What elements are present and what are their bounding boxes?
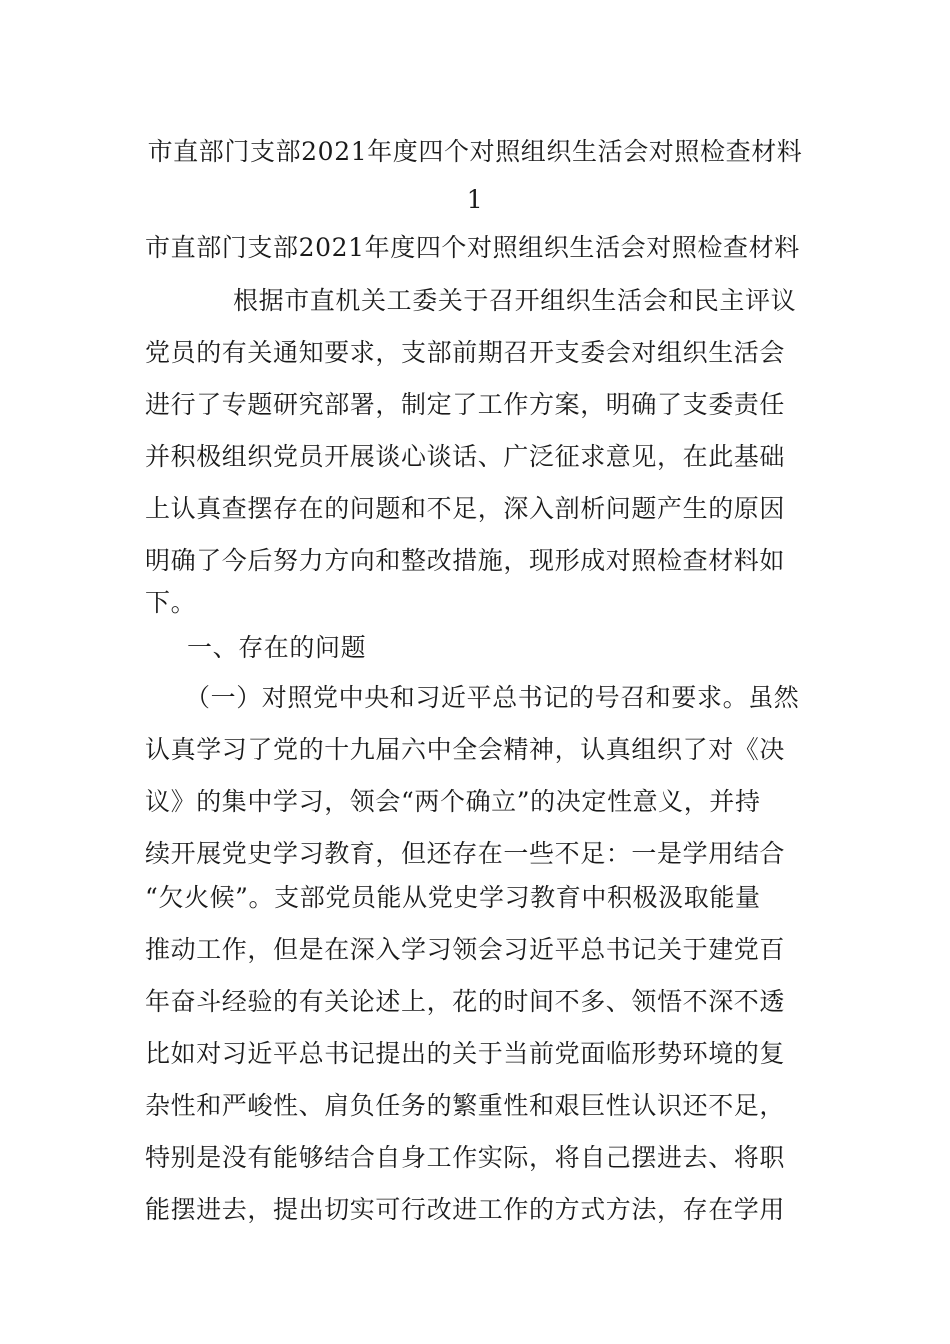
- section-heading: 一、存在的问题: [187, 633, 367, 662]
- paragraph-line: 党员的有关通知要求，支部前期召开支委会对组织生活会: [145, 338, 786, 367]
- paragraph-line: “欠火候”。支部党员能从党史学习教育中积极汲取能量: [145, 883, 761, 912]
- document-title-line-2: 1: [466, 185, 484, 214]
- paragraph-line: 根据市直机关工委关于召开组织生活会和民主评议: [233, 286, 797, 315]
- paragraph-line: 认真学习了党的十九届六中全会精神，认真组织了对《决: [145, 735, 786, 764]
- paragraph-line: 推动工作，但是在深入学习领会习近平总书记关于建党百: [145, 935, 786, 964]
- paragraph-line: 下。: [145, 588, 197, 617]
- paragraph-line: 上认真查摆存在的问题和不足，深入剖析问题产生的原因: [145, 494, 786, 523]
- paragraph-line: 明确了今后努力方向和整改措施，现形成对照检查材料如: [145, 546, 786, 575]
- paragraph-line: 能摆进去，提出切实可行改进工作的方式方法，存在学用: [145, 1195, 786, 1224]
- paragraph-line: 杂性和严峻性、肩负任务的繁重性和艰巨性认识还不足，: [145, 1091, 786, 1120]
- document-subtitle: 市直部门支部2021年度四个对照组织生活会对照检查材料: [145, 233, 800, 262]
- paragraph-line: 特别是没有能够结合自身工作实际，将自己摆进去、将职: [145, 1143, 786, 1172]
- paragraph-line: 议》的集中学习，领会“两个确立”的决定性意义，并持: [145, 787, 761, 816]
- paragraph-line: 进行了专题研究部署，制定了工作方案，明确了支委责任: [145, 390, 786, 419]
- paragraph-line: 并积极组织党员开展谈心谈话、广泛征求意见，在此基础: [145, 442, 786, 471]
- paragraph-line: 比如对习近平总书记提出的关于当前党面临形势环境的复: [145, 1039, 786, 1068]
- paragraph-line: 续开展党史学习教育，但还存在一些不足：一是学用结合: [145, 839, 786, 868]
- paragraph-line: （一）对照党中央和习近平总书记的号召和要求。虽然: [185, 683, 800, 712]
- document-title-line-1: 市直部门支部2021年度四个对照组织生活会对照检查材料: [147, 137, 803, 166]
- paragraph-line: 年奋斗经验的有关论述上，花的时间不多、领悟不深不透: [145, 987, 786, 1016]
